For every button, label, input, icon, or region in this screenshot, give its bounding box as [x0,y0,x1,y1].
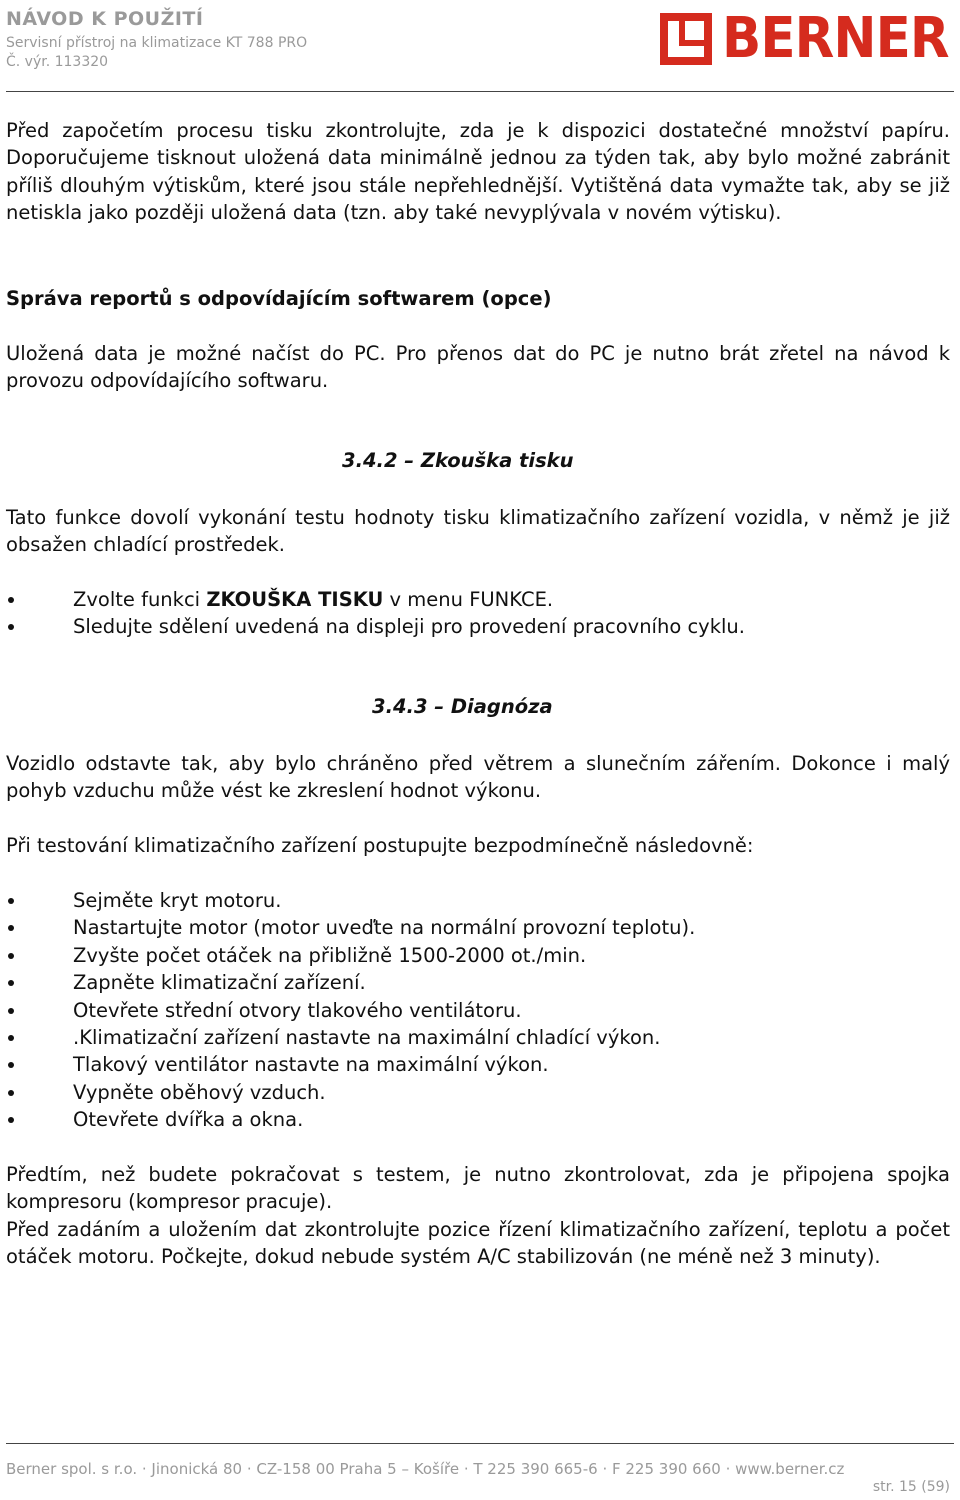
header-divider [6,91,954,92]
section-342-text: Tato funkce dovolí vykonání testu hodnoty tisku klimatizačního zařízení vozidla, v němž je již obsažen chladící prostředek. [6,506,950,557]
berner-logo-text: BERNER [722,6,949,71]
list-item: Otevřete střední otvory tlakového ventilátoru. [6,997,950,1024]
list-item: .Klimatizační zařízení nastavte na maximální chladící výkon. [6,1024,950,1051]
section-342-body [6,504,950,559]
section-343-text2: Při testování klimatizačního zařízení postupujte bezpodmínečně následovně: [6,834,754,857]
berner-logo [660,6,954,71]
section-343-text3: Předtím, než budete pokračovat s testem, je nutno zkontrolovat, zda je připojena spojka kompresoru (kompresor pracuje). [6,1163,950,1214]
list-item: Nastartujte motor (motor uveďte na normální provozní teplotu). [6,914,950,941]
list-item: Vypněte oběhový vzduch. [6,1079,950,1106]
document-subtitle: Servisní přístroj na klimatizace KT 788 PRO [6,35,308,51]
document-title: NÁVOD K POUŽITÍ [6,8,204,30]
list-item: Zvyšte počet otáček na přibližně 1500-2000 ot./min. [6,942,950,969]
intro-paragraph: Před započetím procesu tisku zkontrolujte, zda je k dispozici dostatečné množství papíru. Doporučujeme tisknout uložená data minimálně jednou za týden tak, aby bylo možné zabránit příliš dlouhým výtiskům, které jsou stále nepřehlednější. Vytištěná data vymažte tak, aby se již netiskla jako později uložená data (tzn. aby také nevyplývala v novém výtisku). [6,119,950,225]
section-343-closing [6,1161,950,1271]
list-item: Tlakový ventilátor nastavte na maximální výkon. [6,1051,950,1078]
page-number: str. 15 (59) [872,1479,950,1495]
intro-block [6,117,950,227]
list-item: Zvolte funkci ZKOUŠKA TISKU v menu FUNKCE. [6,586,950,613]
section-342-list [6,586,950,641]
product-code: Č. výr. 113320 [6,54,109,70]
report-text-block [6,340,950,395]
section-343-text4: Před zadáním a uložením dat zkontrolujte pozice řízení klimatizačního zařízení, teplotu a počet otáček motoru. Počkejte, dokud nebude systém A/C stabilizován (ne méně než 3 minuty). [6,1217,950,1269]
section-342-title: 3.4.2 – Zkouška tisku [342,449,574,472]
section-343-text1: Vozidlo odstavte tak, aby bylo chráněno před větrem a slunečním zářením. Dokonce i malý pohyb vzduchu může vést ke zkreslení hodnot výkonu. [6,752,950,803]
list-item: Sejměte kryt motoru. [6,887,950,914]
berner-logo-mark-icon [660,13,712,65]
report-section [6,285,950,312]
list-item: Otevřete dvířka a okna. [6,1106,950,1133]
page-header [0,0,960,92]
list-item: Zapněte klimatizační zařízení. [6,969,950,996]
section-343-body [6,750,950,805]
footer-divider [6,1443,954,1444]
section-343-title: 3.4.3 – Diagnóza [372,695,553,718]
section-343-intro [6,832,950,859]
report-heading: Správa reportů s odpovídajícím softwarem (opce) [6,287,552,310]
footer-address: Berner spol. s r.o. · Jinonická 80 · CZ-158 00 Praha 5 – Košíře · T 225 390 665-6 · F 225 390 660 · www.berner.cz [6,1460,845,1478]
report-text: Uložená data je možné načíst do PC. Pro přenos dat do PC je nutno brát zřetel na návod k provozu odpovídajícího softwaru. [6,342,950,393]
diagnosis-steps [6,887,950,1134]
list-item: Sledujte sdělení uvedená na displeji pro provedení pracovního cyklu. [6,613,950,640]
